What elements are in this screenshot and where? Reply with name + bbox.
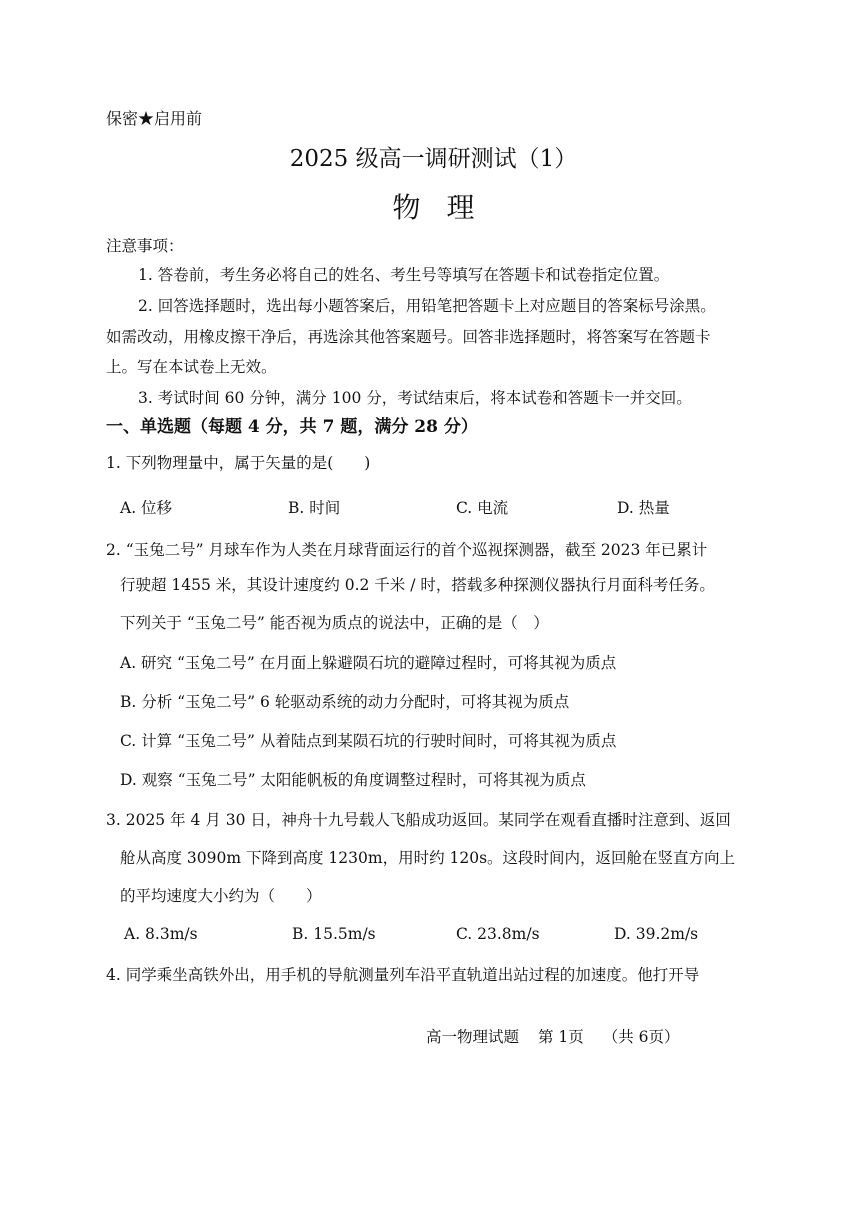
question-2-stem-line-2: 行驶超 1455 米，其设计速度约 0.2 千米 / 时，搭载多种探测仪器执行月面科考任务。 <box>120 576 715 594</box>
question-4-stem-line-1: 4. 同学乘坐高铁外出，用手机的导航测量列车沿平直轨道出站过程的加速度。他打开导 <box>106 966 700 984</box>
question-2-option-a: A. 研究 “玉兔二号” 在月面上躲避陨石坑的避障过程时，可将其视为质点 <box>120 654 617 672</box>
notice-item-1: 1. 答卷前，考生务必将自己的姓名、考生号等填写在答题卡和试卷指定位置。 <box>138 266 670 284</box>
question-2-option-b: B. 分析 “玉兔二号” 6 轮驱动系统的动力分配时，可将其视为质点 <box>120 693 570 711</box>
question-3-option-a: A. 8.3m/s <box>124 925 198 943</box>
question-1-options <box>0 496 867 516</box>
question-1-option-d: D. 热量 <box>617 499 670 517</box>
question-2-option-c: C. 计算 “玉兔二号” 从着陆点到某陨石坑的行驶时间时，可将其视为质点 <box>120 732 617 750</box>
question-2-option-d: D. 观察 “玉兔二号” 太阳能帆板的角度调整过程时，可将其视为质点 <box>120 771 586 789</box>
question-3-stem-line-2: 舱从高度 3090m 下降到高度 1230m，用时约 120s。这段时间内，返回舱在竖直方向上 <box>120 849 736 867</box>
notice-item-2-line-1: 2. 回答选择题时，选出每小题答案后，用铅笔把答题卡上对应题目的答案标号涂黑。 <box>138 297 716 315</box>
notice-item-3: 3. 考试时间 60 分钟，满分 100 分，考试结束后，将本试卷和答题卡一并交回。 <box>138 389 692 407</box>
question-3-stem-line-3: 的平均速度大小约为（ ） <box>120 887 322 905</box>
notice-heading: 注意事项： <box>106 237 184 255</box>
confidential-label: 保密★启用前 <box>106 109 203 128</box>
exam-title: 2025 级高一调研测试（1） <box>289 146 578 172</box>
subject-title: 物理 <box>392 191 501 224</box>
question-1-stem: 1. 下列物理量中，属于矢量的是( ) <box>106 454 371 472</box>
section-heading-single-choice: 一、单选题（每题 4 分，共 7 题，满分 28 分） <box>106 417 478 437</box>
question-3-stem-line-1: 3. 2025 年 4 月 30 日，神舟十九号载人飞船成功返回。某同学在观看直播时注意到、返回 <box>106 811 731 829</box>
question-1-option-c: C. 电流 <box>456 499 509 517</box>
notice-item-2-line-3: 上。写在本试卷上无效。 <box>106 358 277 376</box>
question-2-stem-line-1: 2. “玉兔二号” 月球车作为人类在月球背面运行的首个巡视探测器，截至 2023 年已累计 <box>106 541 708 559</box>
question-2-stem-line-3: 下列关于 “玉兔二号” 能否视为质点的说法中，正确的是（ ） <box>120 614 549 632</box>
question-3-option-b: B. 15.5m/s <box>292 925 376 943</box>
question-3-option-d: D. 39.2m/s <box>614 925 699 943</box>
page-footer <box>426 1025 693 1047</box>
question-3-option-c: C. 23.8m/s <box>456 925 540 943</box>
question-3-options <box>0 925 867 945</box>
footer-paper-name: 高一物理试题 <box>426 1028 520 1046</box>
footer-total-pages: （共 6页） <box>602 1028 680 1046</box>
question-1-option-a: A. 位移 <box>120 499 173 517</box>
footer-page-number: 第 1页 <box>537 1028 584 1046</box>
question-1-option-b: B. 时间 <box>288 499 341 517</box>
notice-item-2-line-2: 如需改动，用橡皮擦干净后，再选涂其他答案题号。回答非选择题时，将答案写在答题卡 <box>106 328 711 346</box>
